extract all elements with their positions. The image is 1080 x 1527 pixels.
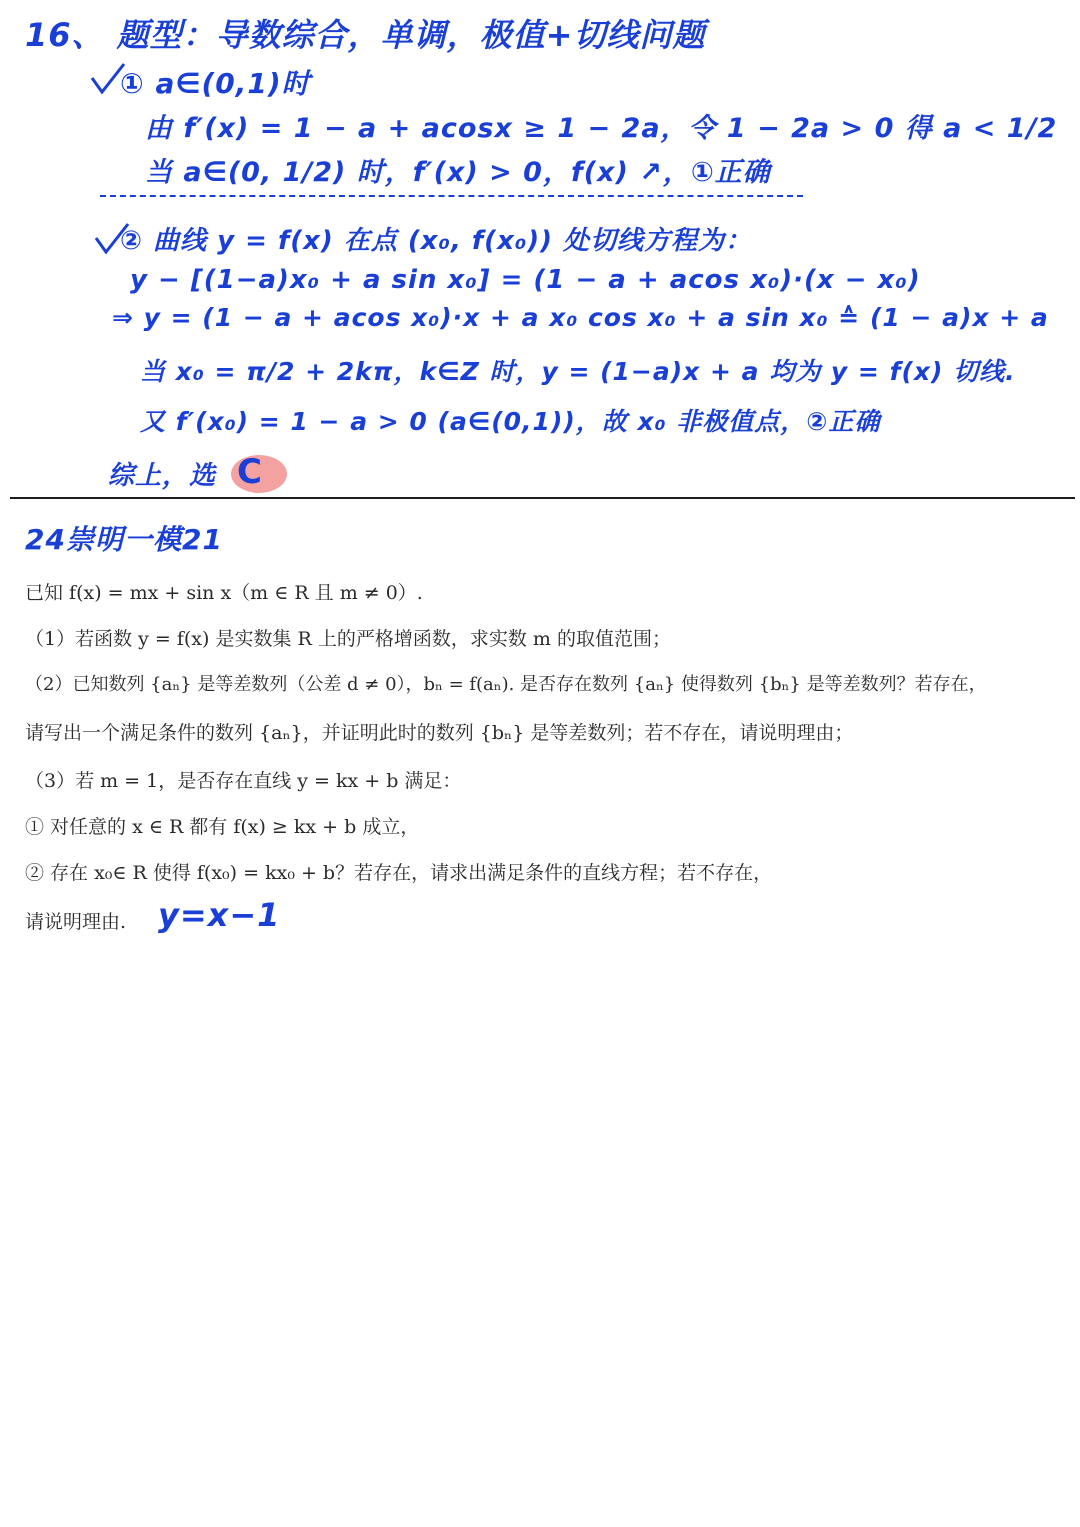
- problem-intro: 已知 f(x) = mx + sin x（m ∈ R 且 m ≠ 0）.: [25, 582, 423, 604]
- answer-letter: C: [237, 452, 263, 492]
- solution-summary: 综上，选: [108, 461, 217, 491]
- problem-condition-3: 请说明理由.: [25, 911, 127, 933]
- problem-part-1: （1）若函数 y = f(x) 是实数集 R 上的严格增函数，求实数 m 的取值范围；: [25, 628, 671, 650]
- solution-conclusion-2: 又 f′(x₀) = 1 − a > 0 (a∈(0,1))，故 x₀ 非极值点，②正确: [140, 407, 881, 436]
- problem-condition-2: ② 存在 x₀∈ R 使得 f(x₀) = kx₀ + b？若存在，请求出满足条件的直线方程；若不存在，: [25, 862, 773, 884]
- solution-conclusion-1: 当 a∈(0, 1/2) 时，f′(x) > 0，f(x) ↗，①正确: [145, 157, 771, 188]
- solution-case-2: ② 曲线 y = f(x) 在点 (x₀, f(x₀)) 处切线方程为：: [120, 226, 753, 256]
- problem-condition-1: ① 对任意的 x ∈ R 都有 f(x) ≥ kx + b 成立，: [25, 816, 420, 838]
- section-divider: [10, 497, 1075, 499]
- problem-source: 24崇明一模21: [25, 523, 223, 556]
- problem-part-3: （3）若 m = 1，是否存在直线 y = kx + b 满足：: [25, 770, 462, 792]
- solution-title: 16、 题型：导数综合，单调，极值+切线问题: [25, 16, 706, 54]
- solution-tangent-eq: y − [(1−a)x₀ + a sin x₀] = (1 − a + acos x₀)·(x − x₀): [130, 265, 921, 295]
- problem-part-2a: （2）已知数列 {aₙ} 是等差数列（公差 d ≠ 0），bₙ = f(aₙ). 是否存在数列 {aₙ} 使得数列 {bₙ} 是等差数列？若存在，: [25, 674, 987, 695]
- solution-case-1: ① a∈(0,1)时: [120, 67, 311, 100]
- handwritten-answer: y=x−1: [158, 896, 281, 934]
- solution-x0-condition: 当 x₀ = π/2 + 2kπ，k∈Z 时，y = (1−a)x + a 均为 y = f(x) 切线.: [140, 357, 1016, 386]
- problem-part-2b: 请写出一个满足条件的数列 {aₙ}，并证明此时的数列 {bₙ} 是等差数列；若不存在，请说明理由；: [25, 722, 854, 744]
- dashed-divider: [100, 195, 803, 197]
- solution-expanded: ⇒ y = (1 − a + acos x₀)·x + a x₀ cos x₀ + a sin x₀ ≙ (1 − a)x + a: [112, 303, 1049, 332]
- solution-derivative: 由 f′(x) = 1 − a + acosx ≥ 1 − 2a，令 1 − 2a > 0 得 a < 1/2: [145, 113, 1058, 144]
